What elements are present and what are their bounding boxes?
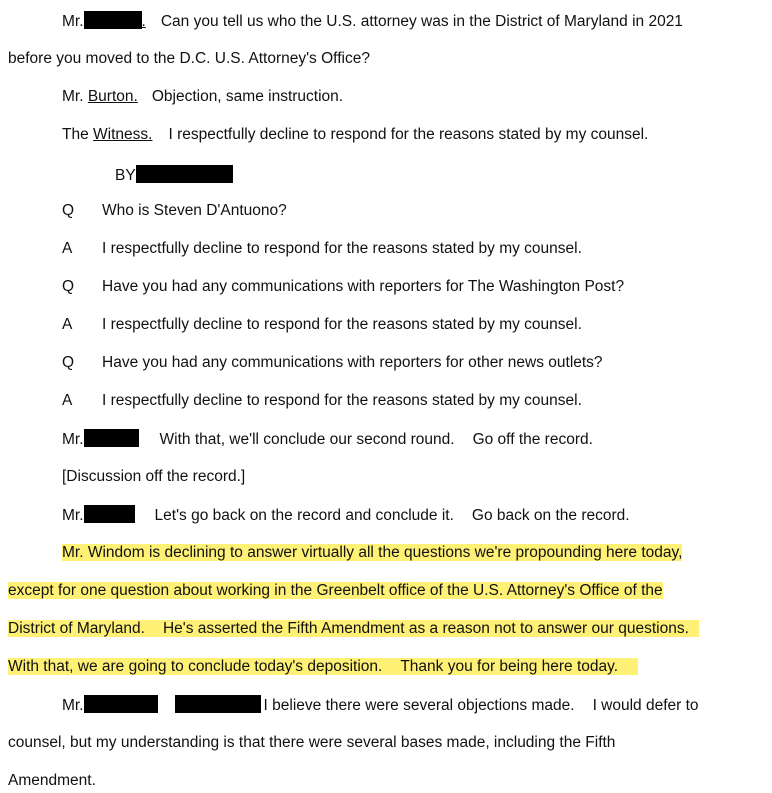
spoken-text: Go back on the record. bbox=[471, 507, 630, 524]
speaker-label: Mr. bbox=[62, 507, 84, 524]
spoken-text: Amendment. bbox=[8, 772, 96, 789]
spoken-text: Have you had any communications with reporters for other news outlets? bbox=[102, 354, 603, 371]
transcript-line-20 bbox=[8, 733, 615, 753]
spoken-text: before you moved to the D.C. U.S. Attorney's Office? bbox=[8, 50, 370, 67]
qa-marker: A bbox=[62, 240, 73, 257]
highlighted-text: District of Maryland. bbox=[8, 620, 145, 637]
spoken-text: Objection, same instruction. bbox=[151, 88, 344, 105]
spoken-text: Can you tell us who the U.S. attorney was in the District of Maryland in 2021 bbox=[160, 13, 683, 30]
spoken-text: I believe there were several objections made. bbox=[263, 697, 575, 714]
spoken-text: Let's go back on the record and conclude it. bbox=[154, 507, 454, 524]
highlighted-text: except for one question about working in the Greenbelt office of the U.S. Attorney's Office of the bbox=[8, 582, 663, 599]
transcript-line-9 bbox=[62, 315, 582, 335]
speaker-prefix: The bbox=[62, 126, 89, 143]
redaction-bar bbox=[84, 429, 139, 447]
transcript-line-5 bbox=[115, 165, 233, 186]
by-label: BY bbox=[115, 167, 136, 184]
spoken-text: With that, we'll conclude our second round. bbox=[159, 431, 455, 448]
speaker-label: Mr. bbox=[62, 431, 84, 448]
speaker-label: Mr. bbox=[62, 13, 84, 30]
spoken-text: I respectfully decline to respond for the reasons stated by my counsel. bbox=[102, 316, 582, 333]
transcript-line-17 bbox=[8, 619, 699, 639]
qa-marker: Q bbox=[62, 202, 75, 219]
transcript-line-15 bbox=[62, 543, 682, 563]
spoken-text: counsel, but my understanding is that there were several bases made, including the Fifth bbox=[8, 734, 616, 751]
highlighted-text: He's asserted the Fifth Amendment as a reason not to answer our questions. bbox=[162, 620, 689, 637]
transcript-line-1 bbox=[62, 11, 683, 32]
transcript-line-18 bbox=[8, 657, 638, 677]
spoken-text: I respectfully decline to respond for the reasons stated by my counsel. bbox=[102, 240, 582, 257]
redaction-bar bbox=[84, 695, 158, 713]
transcript-line-11 bbox=[62, 391, 582, 411]
transcript-line-4 bbox=[62, 125, 648, 145]
transcript-line-12 bbox=[62, 429, 593, 450]
speaker-name: Witness. bbox=[93, 126, 153, 143]
transcript-line-14 bbox=[62, 505, 630, 526]
speaker-period: . bbox=[141, 13, 146, 30]
redaction-bar bbox=[84, 11, 142, 29]
transcript-line-10 bbox=[62, 353, 603, 373]
spoken-text: I respectfully decline to respond for the reasons stated by my counsel. bbox=[102, 392, 582, 409]
highlighted-text: Mr. Windom is declining to answer virtually all the questions we're propounding here today, bbox=[62, 544, 683, 561]
transcript-line-19 bbox=[62, 695, 699, 716]
speaker-label: Mr. bbox=[62, 697, 84, 714]
speaker-name: Burton. bbox=[87, 88, 138, 105]
transcript-line-13 bbox=[62, 467, 245, 487]
transcript-line-16 bbox=[8, 581, 663, 601]
spoken-text: I respectfully decline to respond for the reasons stated by my counsel. bbox=[168, 126, 649, 143]
transcript-line-6 bbox=[62, 201, 287, 221]
bracket-note: [Discussion off the record.] bbox=[62, 468, 246, 485]
transcript-line-7 bbox=[62, 239, 582, 259]
highlighted-text: Thank you for being here today. bbox=[400, 658, 619, 675]
redaction-bar bbox=[175, 695, 261, 713]
qa-marker: Q bbox=[62, 354, 75, 371]
highlighted-text: With that, we are going to conclude today's deposition. bbox=[8, 658, 383, 675]
transcript-line-3 bbox=[62, 87, 343, 107]
transcript-line-2 bbox=[8, 49, 370, 69]
spoken-text: Have you had any communications with reporters for The Washington Post? bbox=[102, 278, 625, 295]
redaction-bar bbox=[136, 165, 233, 183]
qa-marker: Q bbox=[62, 278, 75, 295]
transcript-line-21 bbox=[8, 771, 96, 791]
redaction-bar bbox=[84, 505, 135, 523]
spoken-text: Who is Steven D'Antuono? bbox=[102, 202, 287, 219]
spoken-text: Go off the record. bbox=[472, 431, 593, 448]
qa-marker: A bbox=[62, 392, 73, 409]
spoken-text: I would defer to bbox=[592, 697, 699, 714]
qa-marker: A bbox=[62, 316, 73, 333]
speaker-prefix: Mr. bbox=[62, 88, 84, 105]
transcript-line-8 bbox=[62, 277, 624, 297]
